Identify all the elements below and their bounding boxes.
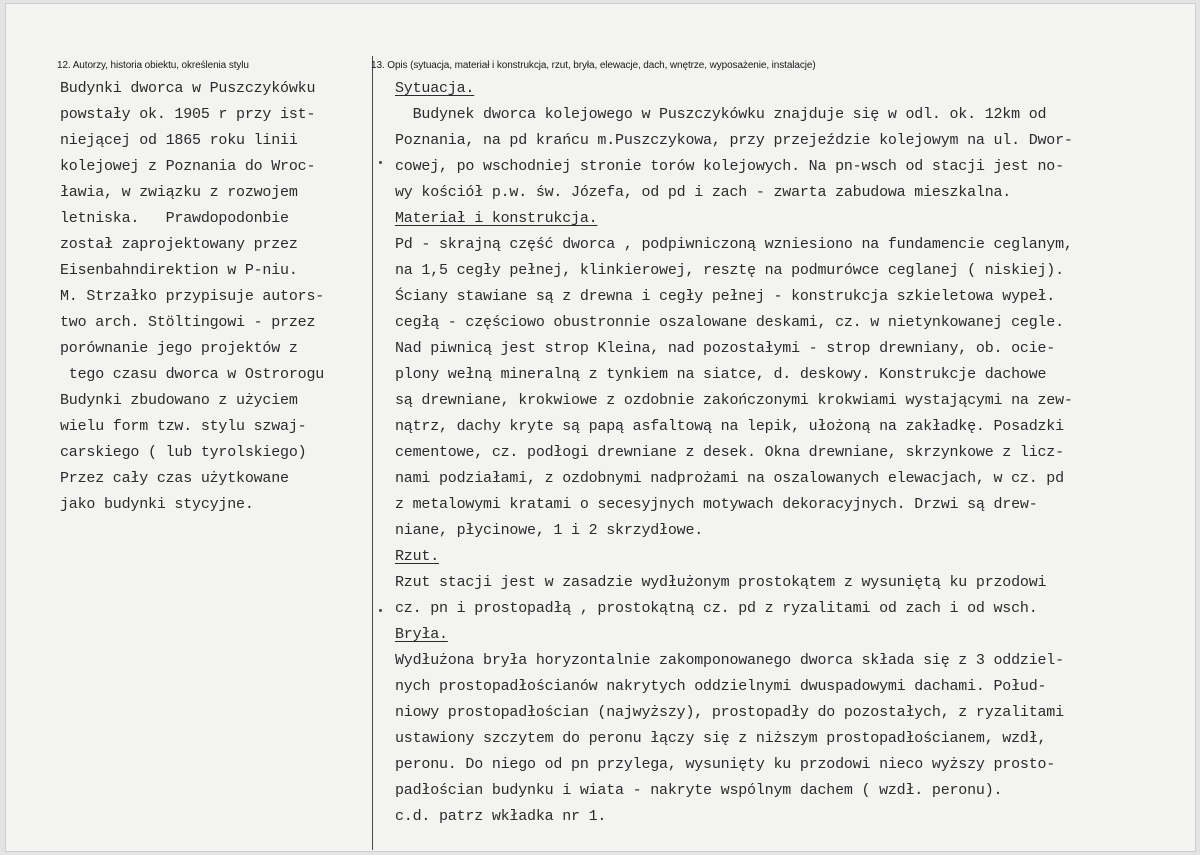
description-line: cegłą - częściowo obustronnie oszalowane deskami, cz. w nietynkowanej cegle. <box>395 314 1064 331</box>
description-line: nątrz, dachy kryte są papą asfaltową na lepik, ułożoną na zakładkę. Posadzki <box>395 418 1064 435</box>
description-line: z metalowymi kratami o secesyjnych motywach dekoracyjnych. Drzwi są drew- <box>395 496 1038 513</box>
description-line: nych prostopadłościanów nakrytych oddzielnymi dwuspadowymi dachami. Połud- <box>395 678 1047 695</box>
description-line: Pd - skrajną część dworca , podpiwniczoną wzniesiono na fundamencie ceglanym, <box>395 236 1073 253</box>
history-line: wielu form tzw. stylu szwaj- <box>60 418 307 435</box>
subsection-heading: Materiał i konstrukcja. <box>395 210 598 227</box>
description-line: Ściany stawiane są z drewna i cegły pełnej - konstrukcja szkieletowa wypeł. <box>395 288 1056 305</box>
subsection-heading: Rzut. <box>395 548 440 565</box>
margin-mark <box>379 161 382 164</box>
history-line: Budynki dworca w Puszczykówku <box>60 80 316 97</box>
description-line: Budynek dworca kolejowego w Puszczykówku znajduje się w odl. ok. 12km od <box>395 106 1047 123</box>
history-line: Budynki zbudowano z użyciem <box>60 392 298 409</box>
description-line: niowy prostopadłościan (najwyższy), prostopadły do pozostałych, z ryzalitami <box>395 704 1064 721</box>
section-12-heading: 12. Autorzy, historia obiektu, określenia stylu <box>57 60 249 71</box>
margin-mark <box>379 609 382 612</box>
description-line: są drewniane, krokwiowe z ozdobnie zakończonymi krokwiami wystającymi na zew- <box>395 392 1073 409</box>
description-line: niane, płycinowe, 1 i 2 skrzydłowe. <box>395 522 704 539</box>
description-line: nami podziałami, z ozdobnymi nadprożami na oszalowanych elewacjach, w cz. pd <box>395 470 1064 487</box>
description-line: peronu. Do niego od pn przylega, wysunięty ku przodowi nieco wyższy prosto- <box>395 756 1056 773</box>
history-text <box>60 76 365 518</box>
history-line: jako budynki stycyjne. <box>60 496 254 513</box>
description-line: Rzut stacji jest w zasadzie wydłużonym prostokątem z wysuniętą ku przodowi <box>395 574 1047 591</box>
history-line: M. Strzałko przypisuje autors- <box>60 288 325 305</box>
column-divider <box>372 56 373 850</box>
history-line: niejącej od 1865 roku linii <box>60 132 298 149</box>
description-line: cementowe, cz. podłogi drewniane z desek. Okna drewniane, skrzynkowe z licz- <box>395 444 1064 461</box>
description-line: cz. pn i prostopadłą , prostokątną cz. pd z ryzalitami od zach i od wsch. <box>395 600 1038 617</box>
description-line: Nad piwnicą jest strop Kleina, nad pozostałymi - strop drewniany, ob. ocie- <box>395 340 1056 357</box>
section-13-heading: 13. Opis (sytuacja, materiał i konstrukcja, rzut, bryła, elewacje, dach, wnętrze, wyposażenie, instalacje) <box>371 60 816 71</box>
description-line: c.d. patrz wkładka nr 1. <box>395 808 607 825</box>
history-line: tego czasu dworca w Ostrorogu <box>60 366 325 383</box>
description-line: Wydłużona bryła horyzontalnie zakomponowanego dworca składa się z 3 oddziel- <box>395 652 1064 669</box>
history-line: powstały ok. 1905 r przy ist- <box>60 106 316 123</box>
description-line: wy kościół p.w. św. Józefa, od pd i zach - zwarta zabudowa mieszkalna. <box>395 184 1012 201</box>
description-line: Poznania, na pd krańcu m.Puszczykowa, przy przejeździe kolejowym na ul. Dwor- <box>395 132 1073 149</box>
description-line: na 1,5 cegły pełnej, klinkierowej, resztę na podmurówce ceglanej ( niskiej). <box>395 262 1064 279</box>
history-line: letniska. Prawdopodonbie <box>60 210 289 227</box>
history-line: Eisenbahndirektion w P-niu. <box>60 262 298 279</box>
description-line: plony wełną mineralną z tynkiem na siatce, d. deskowy. Konstrukcje dachowe <box>395 366 1047 383</box>
subsection-heading: Bryła. <box>395 626 448 643</box>
history-line: ławia, w związku z rozwojem <box>60 184 298 201</box>
description-text <box>395 76 1185 830</box>
history-line: porównanie jego projektów z <box>60 340 298 357</box>
description-line: padłościan budynku i wiata - nakryte wspólnym dachem ( wzdł. peronu). <box>395 782 1003 799</box>
history-line: został zaprojektowany przez <box>60 236 298 253</box>
history-line: Przez cały czas użytkowane <box>60 470 289 487</box>
history-line: carskiego ( lub tyrolskiego) <box>60 444 307 461</box>
history-line: two arch. Stöltingowi - przez <box>60 314 316 331</box>
subsection-heading: Sytuacja. <box>395 80 475 97</box>
description-line: cowej, po wschodniej stronie torów kolejowych. Na pn-wsch od stacji jest no- <box>395 158 1064 175</box>
description-line: ustawiony szczytem do peronu łączy się z niższym prostopadłościanem, wzdł, <box>395 730 1047 747</box>
history-line: kolejowej z Poznania do Wroc- <box>60 158 316 175</box>
